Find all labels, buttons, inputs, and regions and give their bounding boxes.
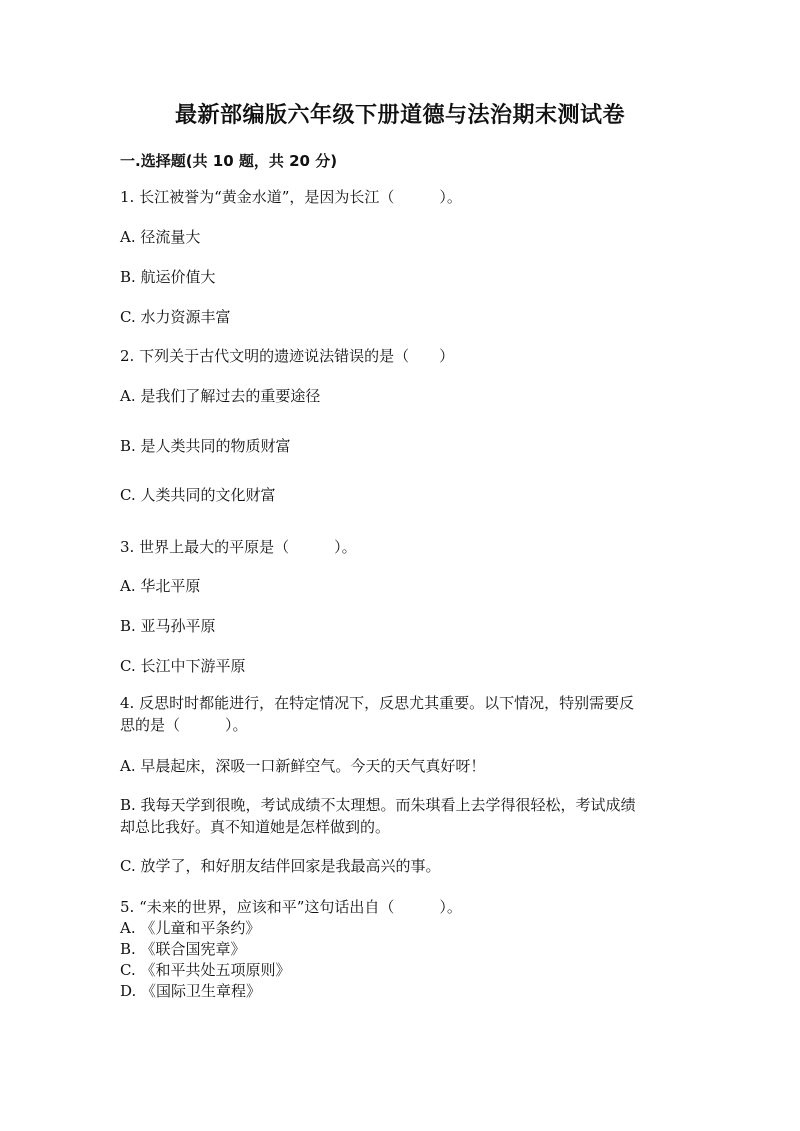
question-4-stem-line-1: 4. 反思时时都能进行，在特定情况下，反思尤其重要。以下情况，特别需要反: [120, 694, 635, 712]
section-heading: 一.选择题(共 10 题，共 20 分): [120, 152, 338, 170]
question-1-option-a[interactable]: A. 径流量大: [120, 228, 201, 246]
page-title: 最新部编版六年级下册道德与法治期末测试卷: [174, 103, 625, 128]
question-4-option-b-line-2: 却总比我好。真不知道她是怎样做到的。: [120, 818, 391, 836]
question-5-stem: 5. “未来的世界，应该和平”这句话出自（ ）。: [120, 898, 462, 916]
question-2-option-a[interactable]: A. 是我们了解过去的重要途径: [120, 387, 321, 405]
question-1-stem: 1. 长江被誉为“黄金水道”，是因为长江（ ）。: [120, 188, 462, 206]
question-5-option-d[interactable]: D. 《国际卫生章程》: [120, 982, 262, 1000]
question-3-stem: 3. 世界上最大的平原是（ ）。: [120, 538, 357, 556]
question-5-option-c[interactable]: C. 《和平共处五项原则》: [120, 961, 291, 979]
question-1-option-b[interactable]: B. 航运价值大: [120, 268, 216, 286]
question-2-option-c[interactable]: C. 人类共同的文化财富: [120, 486, 276, 504]
question-4-stem: [120, 692, 680, 736]
question-5-option-a[interactable]: A. 《儿童和平条约》: [120, 919, 261, 937]
question-2-stem: 2. 下列关于古代文明的遗迹说法错误的是（ ）: [120, 347, 455, 365]
question-4-option-b[interactable]: [120, 794, 680, 838]
question-4-option-a[interactable]: A. 早晨起床，深吸一口新鲜空气。今天的天气真好呀！: [120, 757, 486, 775]
question-2-option-b[interactable]: B. 是人类共同的物质财富: [120, 437, 291, 455]
question-3-option-c[interactable]: C. 长江中下游平原: [120, 657, 246, 675]
question-1-option-c[interactable]: C. 水力资源丰富: [120, 308, 231, 326]
question-4-option-b-line-1: B. 我每天学到很晚，考试成绩不太理想。而朱琪看上去学得很轻松，考试成绩: [120, 796, 636, 814]
question-5-option-b[interactable]: B. 《联合国宪章》: [120, 940, 246, 958]
question-4-stem-line-2: 思的是（ ）。: [120, 716, 248, 734]
question-4-option-c[interactable]: C. 放学了，和好朋友结伴回家是我最高兴的事。: [120, 857, 441, 875]
question-3-option-b[interactable]: B. 亚马孙平原: [120, 617, 216, 635]
question-3-option-a[interactable]: A. 华北平原: [120, 577, 201, 595]
